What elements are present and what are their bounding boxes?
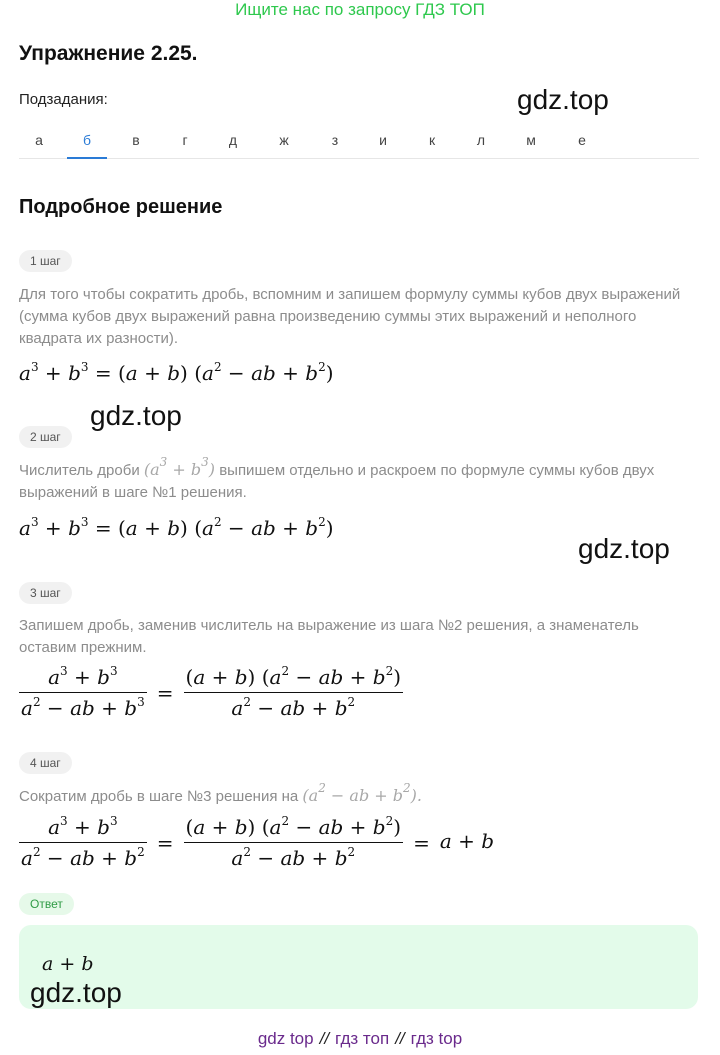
step-4-inline-math: ($a^2$ − ab + $b^2$). [302,781,422,805]
step-2-badge: 2 шаг [19,426,72,448]
tab-g[interactable]: г [182,132,188,148]
step-2-text [19,455,699,504]
step-4-text-before: Сократим дробь в шаге №3 решения на [19,788,299,805]
tab-b[interactable]: б [67,124,107,159]
tab-a[interactable]: а [35,132,43,148]
footer-link-gdz-top-ru[interactable]: гдз топ [335,1029,390,1048]
watermark: gdz.top [30,977,122,1008]
step-4-rhs-fraction: $\frac{(a + b) (a^2 - ab + b^2)}{a^2 - ab + b^2}$ [185,814,402,870]
step-3-formula: $\frac{a^3 + b^3}{a^2 - ab + b^3}$ = $\frac{(a + b) (a^2 - ab + b^2)}{a^2 - ab + b^2}$ [21,664,402,720]
tab-v[interactable]: в [132,132,140,148]
step-4-formula: $\frac{a^3 + b^3}{a^2 - ab + b^2}$ = $\frac{(a + b) (a^2 - ab + b^2)}{a^2 - ab + b^2}$ = a + b [21,814,495,870]
tab-zh[interactable]: ж [279,132,289,148]
step-1-badge: 1 шаг [19,250,72,272]
step-3-rhs-fraction: $\frac{(a + b) (a^2 - ab + b^2)}{a^2 - ab + b^2}$ [185,664,402,720]
answer-badge: Ответ [19,893,74,915]
watermark: gdz.top [90,400,182,431]
tab-l[interactable]: л [476,132,486,148]
tab-z[interactable]: з [331,132,339,148]
step-1-text: Для того чтобы сократить дробь, вспомним и запишем формулу суммы кубов двух выражений (сумма кубов двух выражений равна произведению суммы этих выражений и неполного квадрата их разности). [19,286,681,347]
tab-i[interactable]: и [379,132,387,148]
tab-e[interactable]: е [578,132,586,148]
tab-k[interactable]: к [428,132,436,148]
step-3-lhs-fraction: $\frac{a^3 + b^3}{a^2 - ab + b^3}$ [21,664,145,720]
footer-links [0,1029,720,1049]
step-1-formula: $a^3 + b^3 = (a + b) (a^2$ − ab + $b^2$) [19,360,334,385]
answer-value: a + b [42,953,94,975]
step-2-text-before: Числитель дроби [19,462,140,479]
footer-link-gdz-top-mixed[interactable]: гдз top [410,1029,463,1048]
step-4-lhs-fraction: $\frac{a^3 + b^3}{a^2 - ab + b^2}$ [21,814,145,870]
step-3-text: Запишем дробь, заменив числитель на выражение из шага №2 решения, а знаменатель оставим прежним. [19,617,639,656]
footer-separator: // [319,1029,330,1048]
footer-separator: // [395,1029,405,1048]
footer-link-gdz-top[interactable]: gdz top [257,1029,314,1048]
step-2-text-after: выпишем отдельно и раскроем по формуле суммы кубов двух выражений в шаге №1 решения. [19,462,655,501]
watermark: gdz.top [517,84,609,115]
page-title: Упражнение 2.25. [19,42,198,65]
tab-d[interactable]: д [228,132,238,148]
subtasks-label: Подзадания: [19,91,108,108]
step-3-badge: 3 шаг [19,582,72,604]
subtask-tabs [19,124,699,159]
step-2-inline-math: $(a^3 + b^3)$ [143,455,216,479]
promo-banner[interactable]: Ищите нас по запросу ГДЗ ТОП [235,0,485,19]
step-4-badge: 4 шаг [19,752,72,774]
solution-heading: Подробное решение [19,196,223,218]
tab-m[interactable]: м [526,132,536,148]
watermark: gdz.top [578,533,670,564]
step-2-formula: $a^3 + b^3 = (a + b) (a^2$ − ab + $b^2$) [19,515,334,540]
step-4-text [19,781,699,808]
